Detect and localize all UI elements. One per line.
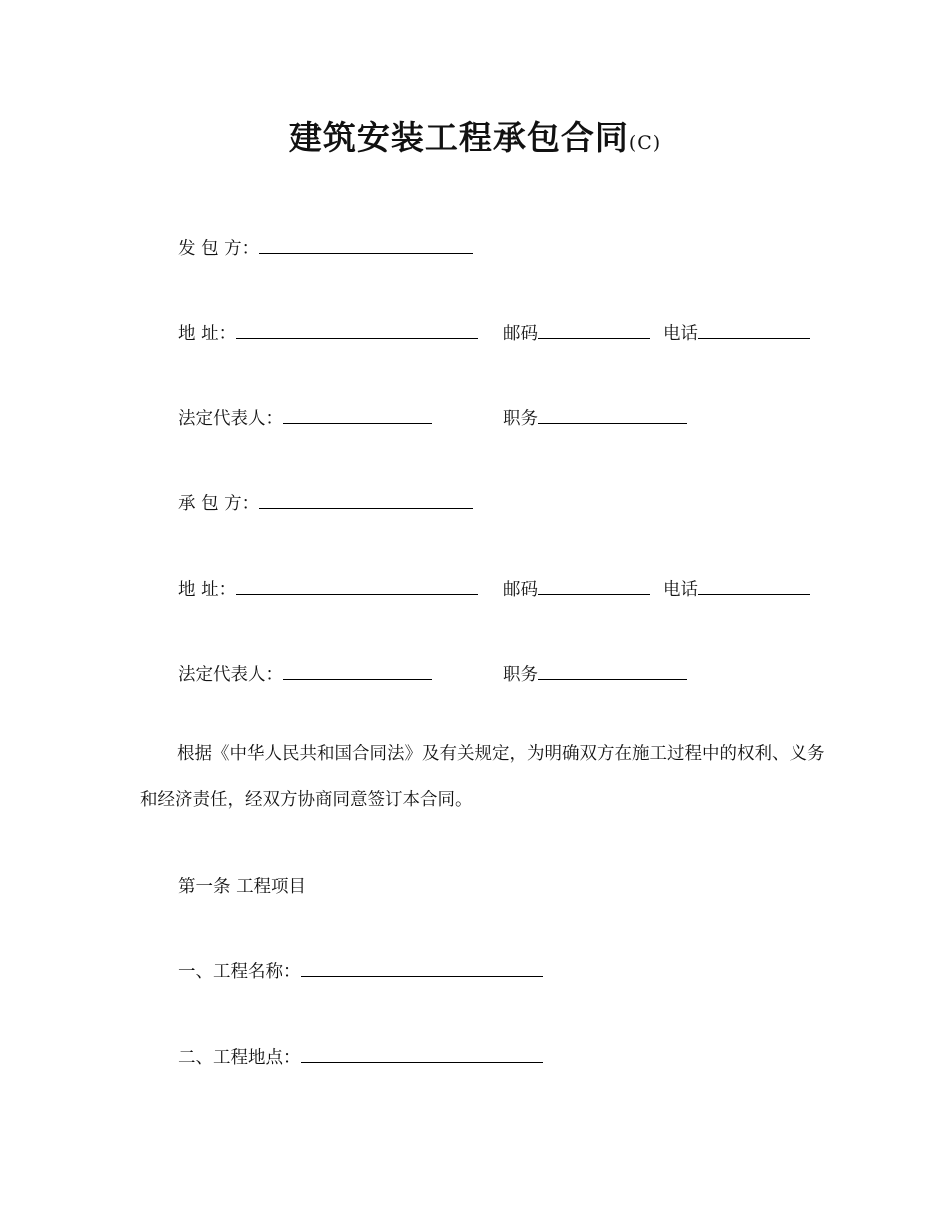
project-location-field[interactable] xyxy=(301,1044,543,1063)
item-2-row xyxy=(178,1044,543,1069)
party-b-position-row xyxy=(503,661,687,686)
party-b-address-field[interactable] xyxy=(236,576,478,595)
party-b-name-label: 承 包 方： xyxy=(178,494,260,514)
party-b-rep-row xyxy=(178,661,432,686)
party-b-phone-row xyxy=(663,576,810,601)
party-a-phone-field[interactable] xyxy=(698,320,810,339)
party-b-postcode-row xyxy=(503,576,650,601)
item-1-row xyxy=(178,958,543,983)
party-a-rep-field[interactable] xyxy=(283,405,432,424)
preamble-paragraph: 根据《中华人民共和国合同法》及有关规定，为明确双方在施工过程中的权利、义务和经济责任，经双方协商同意签订本合同。 xyxy=(140,744,825,810)
party-a-address-field[interactable] xyxy=(236,320,478,339)
party-b-address-label: 地 址： xyxy=(178,580,237,600)
party-a-position-field[interactable] xyxy=(538,405,687,424)
item-1-label: 一、工程名称： xyxy=(178,962,301,982)
party-b-rep-label: 法定代表人： xyxy=(178,665,283,685)
party-b-position-label: 职务 xyxy=(503,665,538,685)
party-a-name-label: 发 包 方： xyxy=(178,239,260,259)
party-b-name-field[interactable] xyxy=(259,490,473,509)
party-a-postcode-field[interactable] xyxy=(538,320,650,339)
party-b-phone-field[interactable] xyxy=(698,576,810,595)
party-b-rep-field[interactable] xyxy=(283,661,432,680)
party-a-postcode-label: 邮码 xyxy=(503,324,538,344)
party-b-postcode-field[interactable] xyxy=(538,576,650,595)
document-title xyxy=(0,112,950,159)
party-b-phone-label: 电话 xyxy=(663,580,698,600)
party-a-rep-row xyxy=(178,405,432,430)
party-a-name-row xyxy=(178,235,473,260)
party-a-position-row xyxy=(503,405,687,430)
title-text: 建筑安装工程承包合同 xyxy=(288,118,629,157)
party-a-rep-label: 法定代表人： xyxy=(178,409,283,429)
party-b-name-row xyxy=(178,490,473,515)
project-name-field[interactable] xyxy=(301,958,543,977)
party-a-postcode-row xyxy=(503,320,650,345)
party-b-position-field[interactable] xyxy=(538,661,687,680)
party-b-postcode-label: 邮码 xyxy=(503,580,538,600)
party-b-address-row xyxy=(178,576,478,601)
title-suffix: (C) xyxy=(628,132,662,154)
party-a-position-label: 职务 xyxy=(503,409,538,429)
party-a-name-field[interactable] xyxy=(259,235,473,254)
party-a-address-row xyxy=(178,320,478,345)
party-a-address-label: 地 址： xyxy=(178,324,237,344)
item-2-label: 二、工程地点： xyxy=(178,1048,301,1068)
party-a-phone-row xyxy=(663,320,810,345)
article-1-heading: 第一条 工程项目 xyxy=(178,877,307,897)
party-a-phone-label: 电话 xyxy=(663,324,698,344)
